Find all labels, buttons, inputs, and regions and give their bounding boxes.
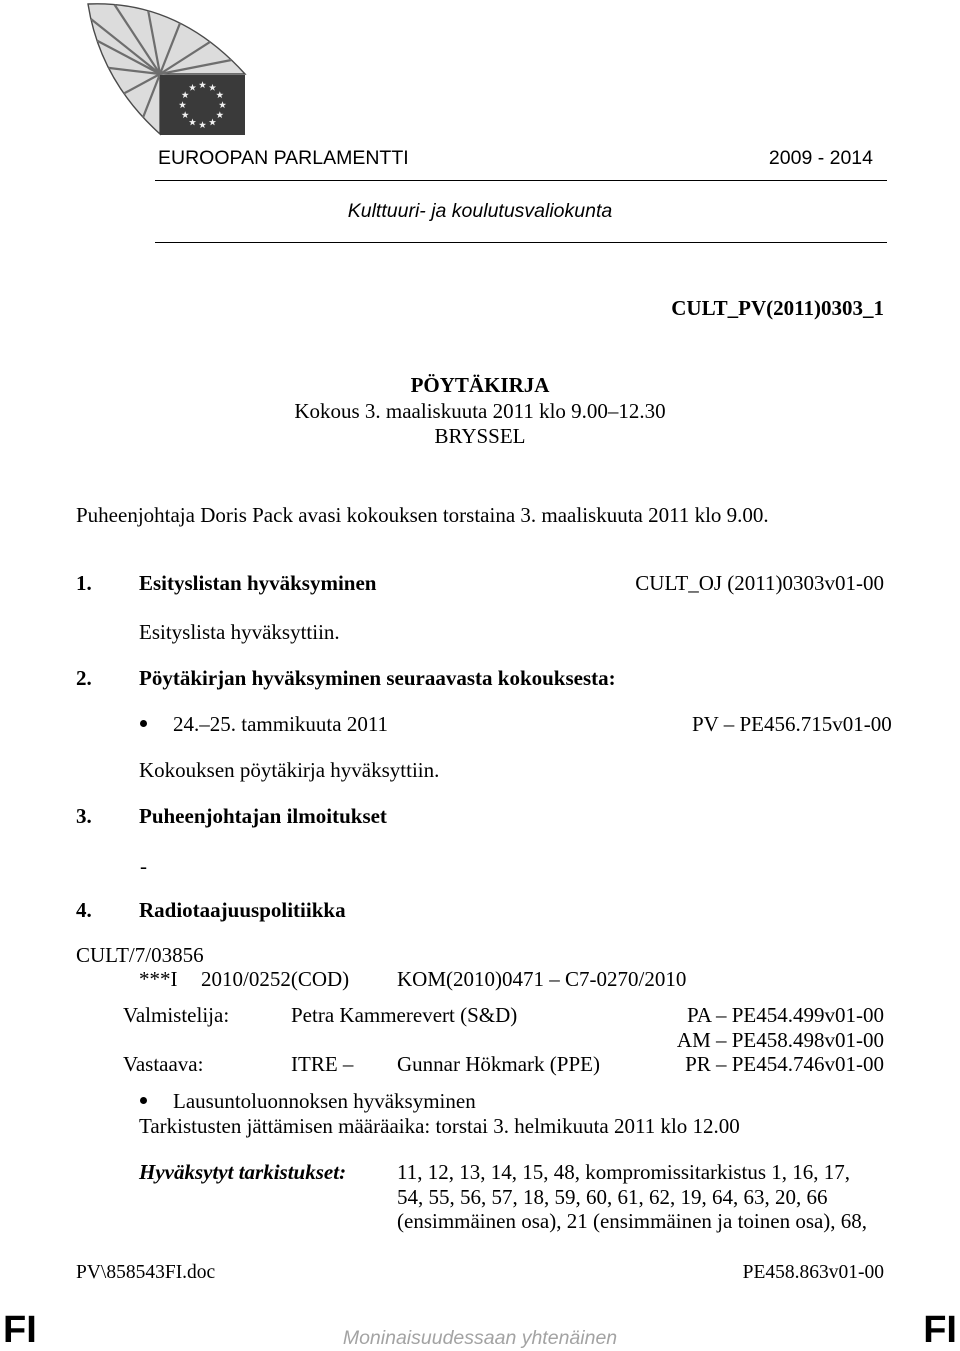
meeting-place: BRYSSEL [434, 424, 526, 448]
commission-reference: KOM(2010)0471 – C7-0270/2010 [397, 967, 687, 991]
language-code-right: FI [923, 1309, 957, 1351]
institution-name: EUROOPAN PARLAMENTTI [158, 147, 409, 169]
adopted-amendments-label: Hyväksytyt tarkistukset: [139, 1160, 347, 1184]
procedure-type: ***I [139, 967, 178, 991]
adopted-amendments-line: (ensimmäinen osa), 21 (ensimmäinen ja toinen osa), 68, [397, 1209, 868, 1233]
item-decision: Esityslista hyväksyttiin. [139, 620, 340, 644]
responsible-label: Vastaava: [123, 1052, 204, 1076]
header-rule-top [155, 180, 887, 181]
document-reference: CULT_PV(2011)0303_1 [671, 296, 884, 320]
item-title: Puheenjohtajan ilmoitukset [139, 804, 387, 828]
bullet-text: 24.–25. tammikuuta 2011 [173, 712, 389, 736]
file-number: CULT/7/03856 [76, 943, 204, 967]
procedure-reference: 2010/0252(COD) [201, 967, 350, 991]
meeting-date: Kokous 3. maaliskuuta 2011 klo 9.00–12.30 [294, 399, 666, 423]
language-code-left: FI [3, 1309, 37, 1351]
item-number: 2. [76, 666, 92, 690]
item-number: 3. [76, 804, 92, 828]
rapporteur-document: PA – PE454.499v01-00 [686, 1003, 884, 1027]
committee-name: Kulttuuri- ja koulutusvaliokunta [347, 200, 613, 222]
footer-document-number: PE458.863v01-00 [742, 1262, 884, 1283]
adopted-amendments-line: 11, 12, 13, 14, 15, 48, kompromissitarkistus 1, 16, 17, [397, 1160, 851, 1184]
amendment-deadline: Tarkistusten jättämisen määräaika: torstai 3. helmikuuta 2011 klo 12.00 [139, 1114, 740, 1138]
responsible-name: Gunnar Hökmark (PPE) [397, 1052, 600, 1076]
item-title: Pöytäkirjan hyväksyminen seuraavasta kokouksesta: [139, 666, 616, 690]
rapporteur-label: Valmistelija: [123, 1003, 230, 1027]
item-number: 1. [76, 571, 92, 595]
minutes-reference: PV – PE456.715v01-00 [692, 712, 892, 736]
item-title: Esityslistan hyväksyminen [139, 571, 377, 595]
bullet-icon [140, 1097, 147, 1104]
item-decision: Kokouksen pöytäkirja hyväksyttiin. [139, 758, 440, 782]
document-title: PÖYTÄKIRJA [410, 373, 550, 397]
footer-file-name: PV\858543FI.doc [76, 1262, 216, 1283]
bullet-icon [140, 720, 147, 727]
item-decision: - [140, 854, 147, 878]
responsible-committee: ITRE – [291, 1052, 354, 1076]
parliamentary-term: 2009 - 2014 [768, 147, 873, 169]
rapporteur-document: AM – PE458.498v01-00 [676, 1028, 884, 1052]
header-rule-bottom [155, 242, 887, 243]
rapporteur-name: Petra Kammerevert (S&D) [291, 1003, 518, 1027]
item-reference: CULT_OJ (2011)0303v01-00 [635, 571, 884, 595]
eu-motto: Moninaisuudessaan yhtenäinen [342, 1327, 618, 1349]
european-parliament-logo [0, 0, 260, 140]
responsible-document: PR – PE454.746v01-00 [685, 1052, 884, 1076]
item-number: 4. [76, 898, 92, 922]
adopted-amendments-line: 54, 55, 56, 57, 18, 59, 60, 61, 62, 19, 64, 63, 20, 66 [397, 1185, 828, 1209]
item-title: Radiotaajuuspolitiikka [139, 898, 346, 922]
bullet-text: Lausuntoluonnoksen hyväksyminen [173, 1089, 476, 1113]
opening-statement: Puheenjohtaja Doris Pack avasi kokouksen torstaina 3. maaliskuuta 2011 klo 9.00. [76, 503, 769, 527]
